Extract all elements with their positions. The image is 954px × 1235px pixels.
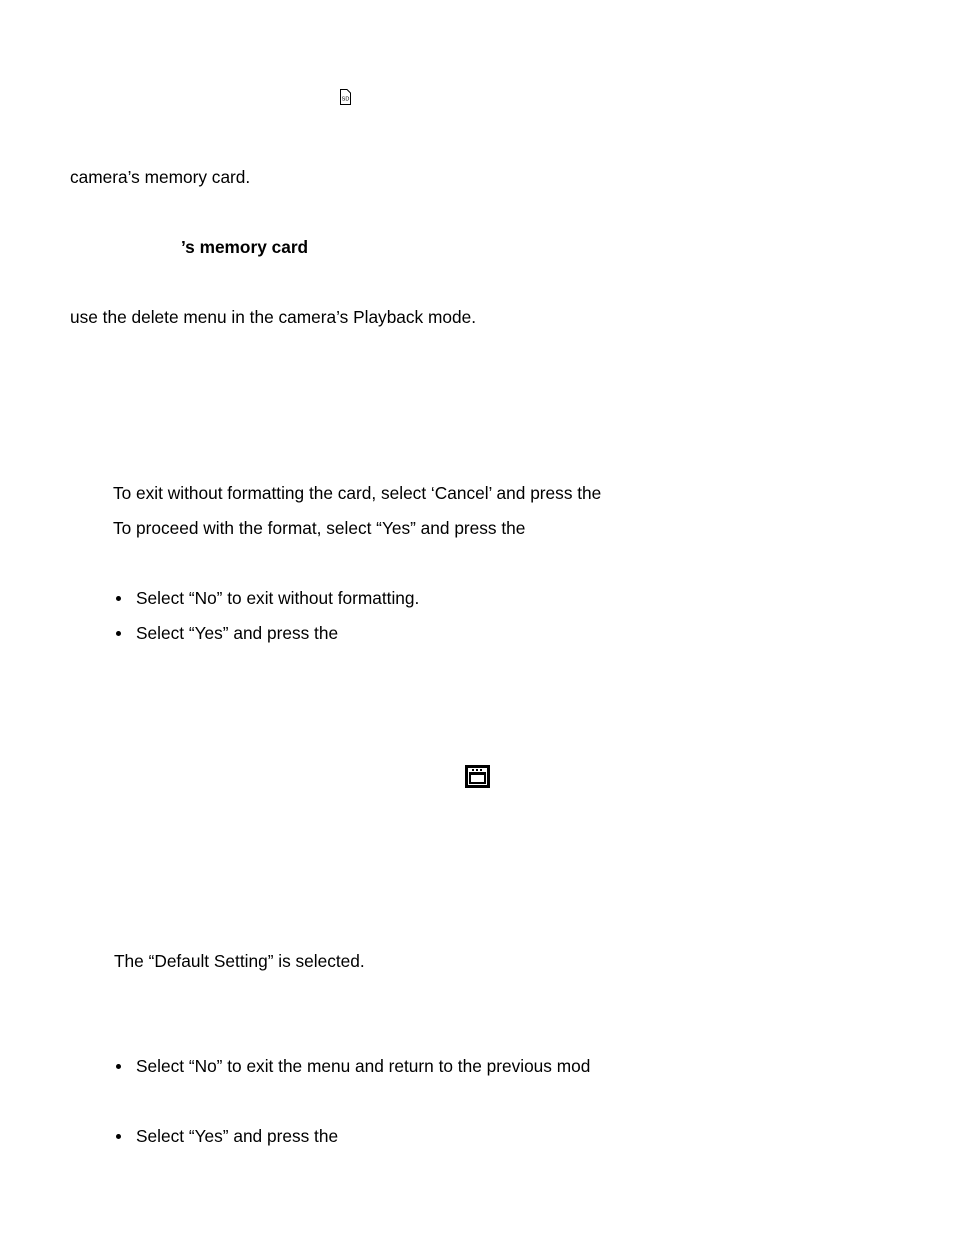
bullet-dot bbox=[116, 596, 121, 601]
list-item-text: Select “No” to exit the menu and return to the previous mod bbox=[136, 1056, 591, 1076]
bullet-dot bbox=[116, 1134, 121, 1139]
sd-card-icon bbox=[339, 89, 351, 105]
body-text-delete-menu: use the delete menu in the camera’s Playback mode. bbox=[70, 307, 477, 327]
default-setting-text: The “Default Setting” is selected. bbox=[114, 951, 365, 971]
svg-text:SD: SD bbox=[341, 96, 350, 103]
bullet-dot bbox=[116, 631, 121, 636]
section-heading-memory-card: ’s memory card bbox=[181, 237, 309, 257]
bullet-dot bbox=[116, 1064, 121, 1069]
instruction-proceed-format: To proceed with the format, select “Yes” and press the bbox=[113, 518, 526, 538]
list-item-text: Select “No” to exit without formatting. bbox=[136, 588, 420, 608]
body-text-memory-card: camera’s memory card. bbox=[70, 167, 251, 187]
instruction-exit-format: To exit without formatting the card, select ‘Cancel’ and press the bbox=[113, 483, 602, 503]
list-item-text: Select “Yes” and press the bbox=[136, 1126, 339, 1146]
list-item-text: Select “Yes” and press the bbox=[136, 623, 339, 643]
menu-icon bbox=[465, 765, 490, 788]
